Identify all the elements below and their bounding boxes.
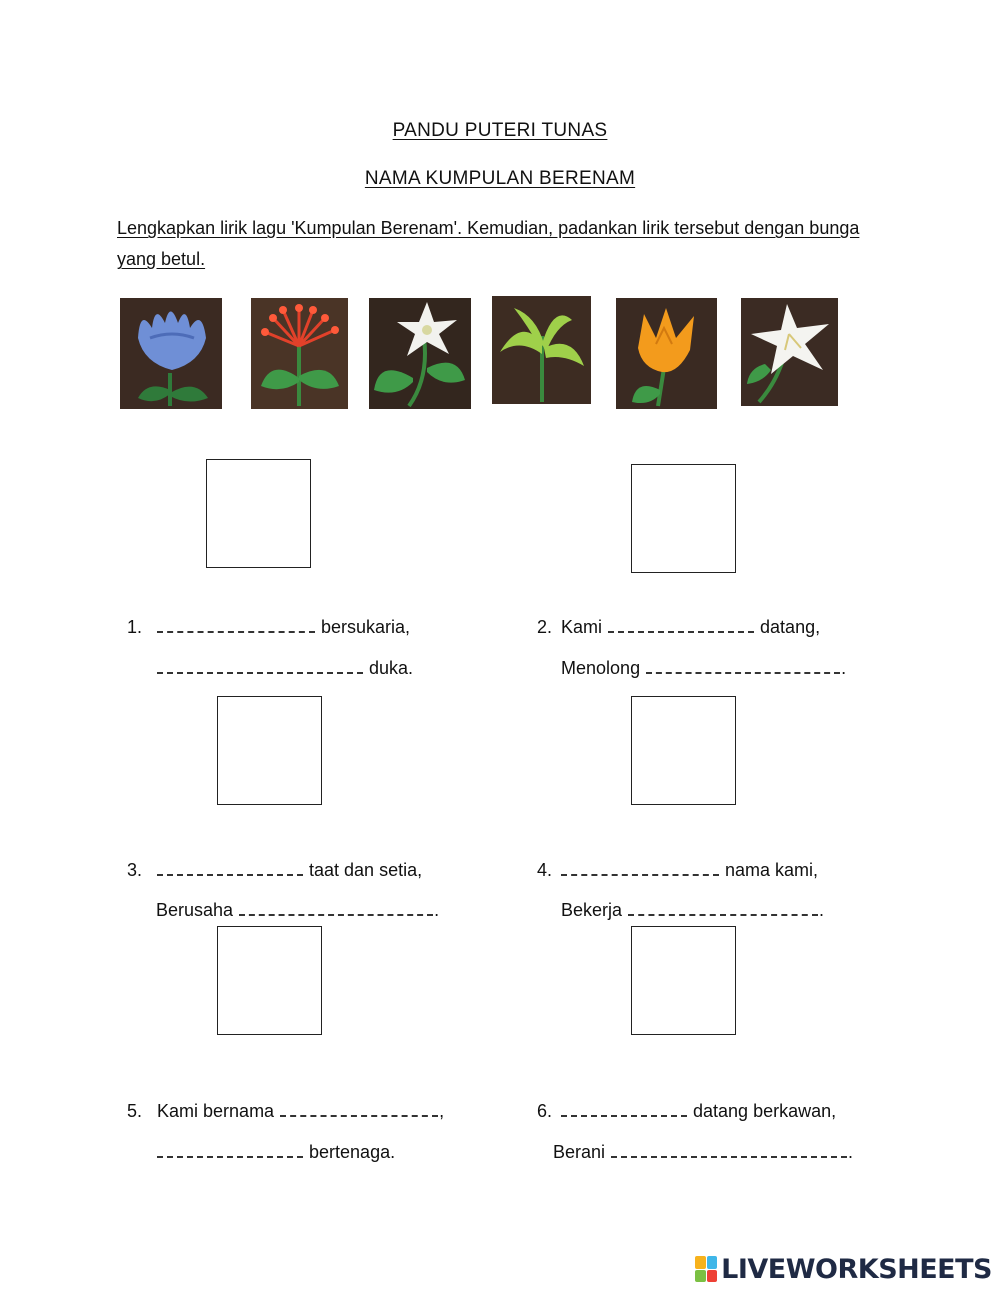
blank-input[interactable] [628,900,818,916]
answer-box-3[interactable] [217,696,322,805]
liveworksheets-logo-icon [695,1256,717,1282]
question-number: 6. [537,1101,553,1121]
white-star-flower-patch-icon[interactable] [369,298,471,409]
blank-input[interactable] [611,1142,847,1158]
blank-input[interactable] [561,1101,687,1117]
blank-input[interactable] [157,617,315,633]
green-leaf-flower-patch-icon[interactable] [492,296,591,404]
blank-input[interactable] [280,1101,438,1117]
question-5-line-1: 5. Kami bernama , [127,1101,445,1121]
question-1-line-2: duka. [147,637,413,679]
blank-input[interactable] [157,658,363,674]
blank-input[interactable] [561,860,719,876]
question-4-line-2: Bekerja . [561,900,825,920]
question-5-line-2: bertenaga. [147,1121,395,1163]
answer-box-1[interactable] [206,459,311,568]
brand-name: LIVEWORKSHEETS [721,1253,992,1285]
white-lily-patch-icon[interactable] [741,298,838,406]
red-flower-patch-icon[interactable] [251,298,348,409]
question-1-line-1: 1. bersukaria, [127,617,411,637]
blank-input[interactable] [157,860,303,876]
question-6-line-2: Berani . [553,1142,854,1162]
page-subtitle: NAMA KUMPULAN BERENAM [364,168,636,189]
question-3-line-2: Berusaha . [156,900,440,920]
blank-input[interactable] [646,658,840,674]
blank-input[interactable] [239,900,433,916]
question-number: 1. [127,617,143,637]
question-3-line-1: 3. taat dan setia, [127,860,423,880]
question-number: 3. [127,860,143,880]
blue-flower-patch-icon[interactable] [120,298,222,409]
question-4-line-1: 4. nama kami, [537,860,819,880]
question-number: 4. [537,860,553,880]
instruction-text: Lengkapkan lirik lagu 'Kumpulan Berenam'. Kemudian, padankan lirik tersebut dengan bunga yang betul. [117,218,860,269]
answer-box-4[interactable] [631,696,736,805]
orange-flower-patch-icon[interactable] [616,298,717,409]
question-2-line-1: 2. Kami datang, [537,617,821,637]
question-2-line-2: Menolong . [561,658,847,678]
question-number: 5. [127,1101,143,1121]
question-number: 2. [537,617,553,637]
blank-input[interactable] [608,617,754,633]
liveworksheets-logo [695,1252,992,1286]
blank-input[interactable] [157,1142,303,1158]
answer-box-2[interactable] [631,464,736,573]
answer-box-5[interactable] [217,926,322,1035]
answer-box-6[interactable] [631,926,736,1035]
page-title: PANDU PUTERI TUNAS [392,120,608,141]
question-6-line-1: 6. datang berkawan, [537,1101,837,1121]
